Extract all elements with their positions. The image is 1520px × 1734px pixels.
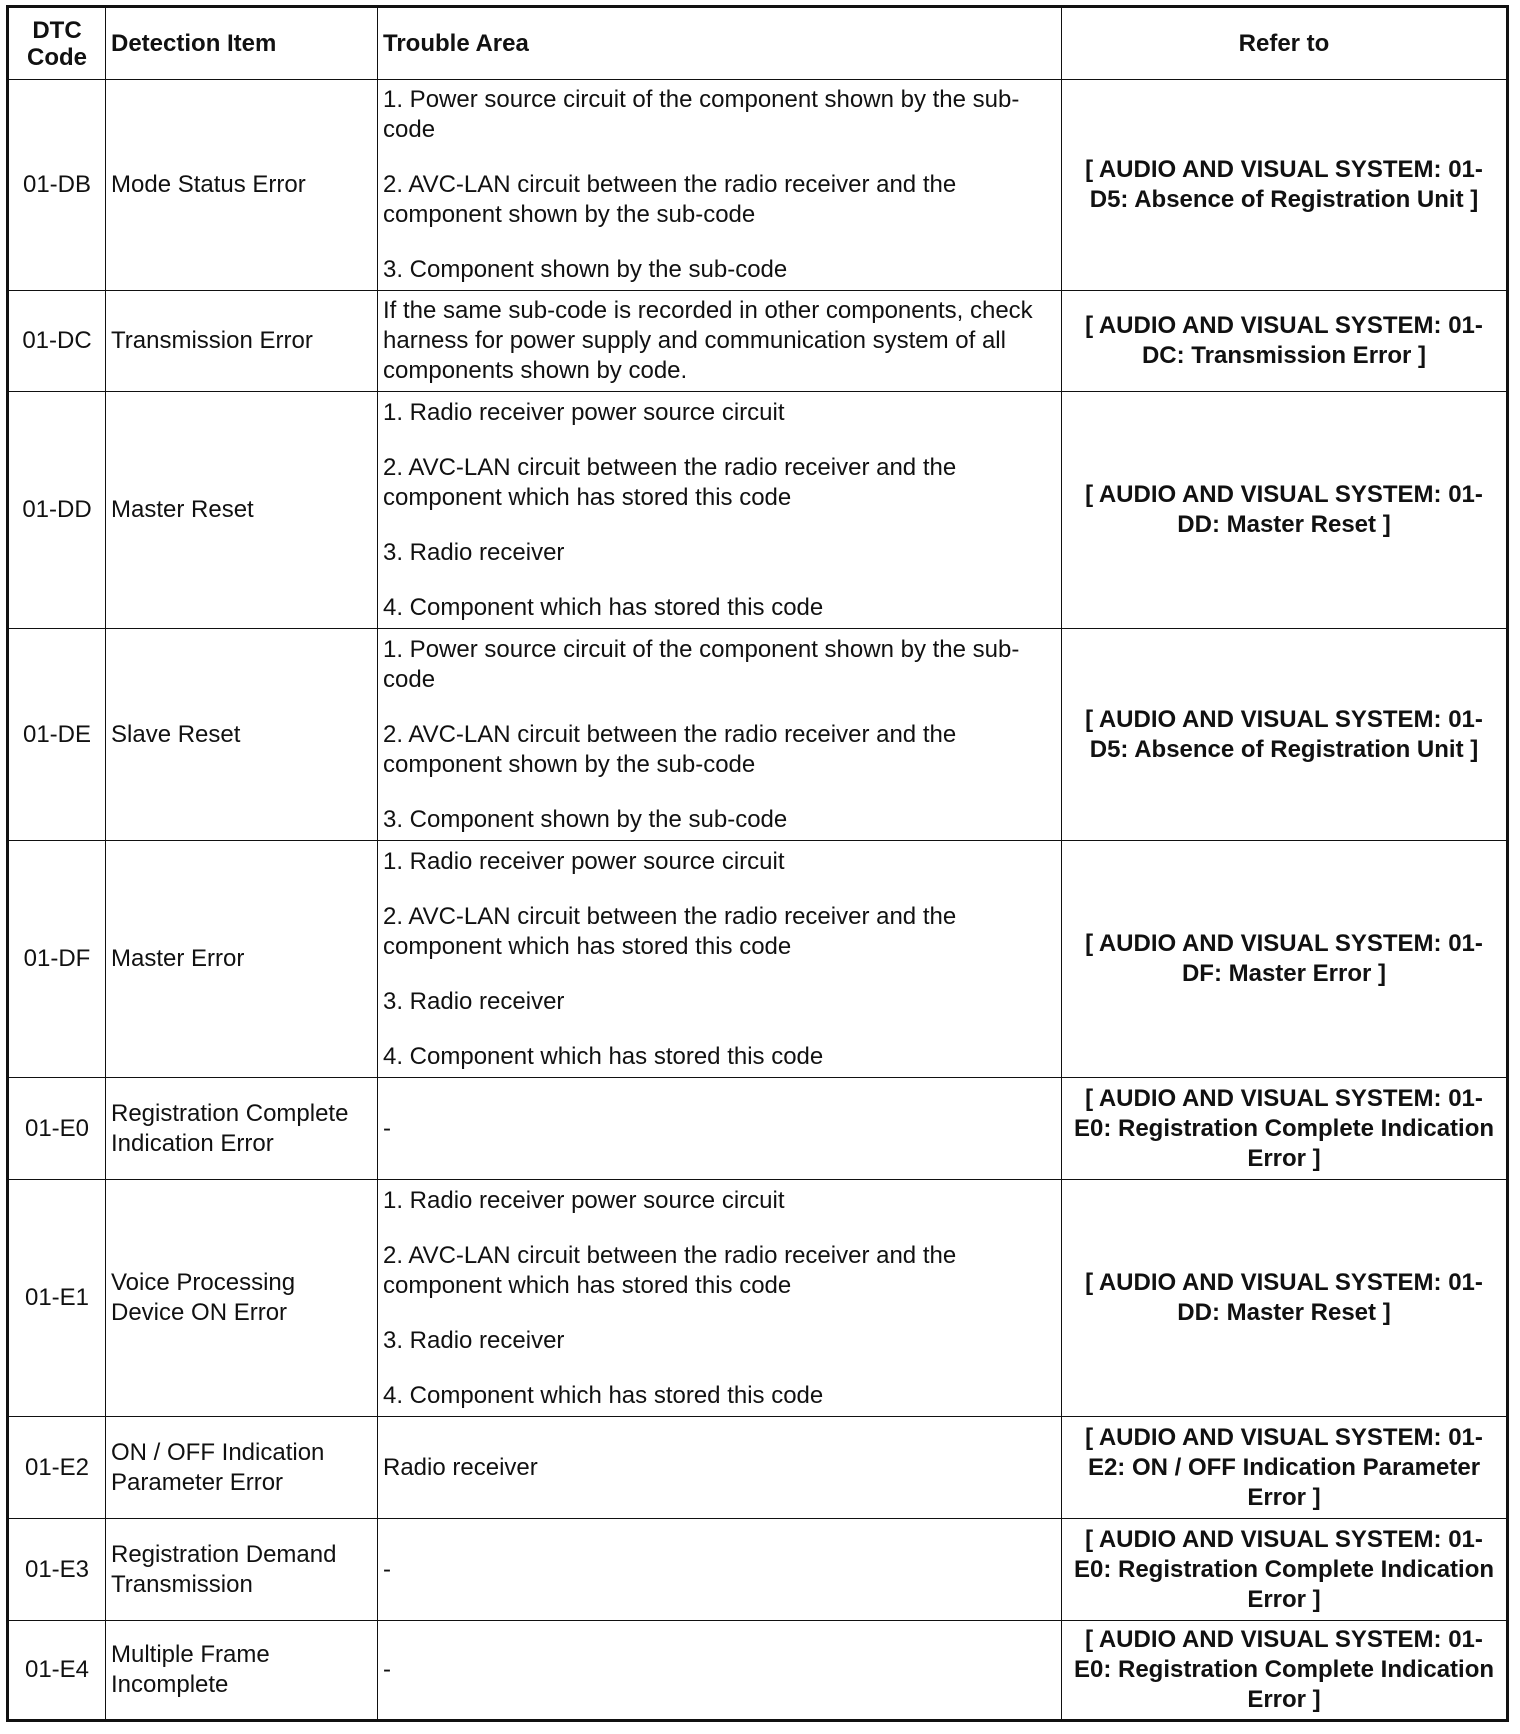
trouble-area-line: 4. Component which has stored this code bbox=[383, 1042, 824, 1070]
refer-to-link[interactable]: [ AUDIO AND VISUAL SYSTEM: 01-E0: Registration Complete Indication Error ] bbox=[1062, 1078, 1508, 1180]
refer-to-link[interactable]: [ AUDIO AND VISUAL SYSTEM: 01-E2: ON / OFF Indication Parameter Error ] bbox=[1062, 1417, 1508, 1519]
detection-item-cell: Registration Demand Transmission bbox=[106, 1519, 378, 1621]
dtc-code-cell: 01-DE bbox=[8, 629, 106, 841]
header-refer-to: Refer to bbox=[1062, 7, 1508, 80]
table-row bbox=[8, 291, 1508, 392]
trouble-area-line: 4. Component which has stored this code bbox=[383, 1381, 824, 1409]
dtc-code-cell: 01-E2 bbox=[8, 1417, 106, 1519]
dtc-code-cell: 01-E3 bbox=[8, 1519, 106, 1621]
refer-to-link[interactable]: [ AUDIO AND VISUAL SYSTEM: 01-DC: Transmission Error ] bbox=[1062, 291, 1508, 392]
trouble-area-cell bbox=[378, 1417, 1062, 1519]
trouble-area-cell bbox=[378, 841, 1062, 1078]
table-row bbox=[8, 841, 1508, 1078]
table-row bbox=[8, 392, 1508, 629]
table-row bbox=[8, 1519, 1508, 1621]
refer-to-link[interactable]: [ AUDIO AND VISUAL SYSTEM: 01-DD: Master Reset ] bbox=[1062, 392, 1508, 629]
trouble-area-line: 2. AVC-LAN circuit between the radio receiver and the component which has stored this code bbox=[383, 453, 957, 511]
trouble-area-line: 3. Radio receiver bbox=[383, 1326, 565, 1354]
trouble-area-line: - bbox=[383, 1555, 391, 1583]
detection-item-cell: Slave Reset bbox=[106, 629, 378, 841]
trouble-area-line: 3. Radio receiver bbox=[383, 987, 565, 1015]
dtc-code-cell: 01-E1 bbox=[8, 1180, 106, 1417]
detection-item-cell: Mode Status Error bbox=[106, 80, 378, 291]
dtc-code-cell: 01-DB bbox=[8, 80, 106, 291]
dtc-code-cell: 01-DF bbox=[8, 841, 106, 1078]
table-row bbox=[8, 80, 1508, 291]
dtc-table bbox=[6, 5, 1509, 1722]
trouble-area-line: 1. Radio receiver power source circuit bbox=[383, 1186, 785, 1214]
trouble-area-cell bbox=[378, 392, 1062, 629]
trouble-area-cell bbox=[378, 1519, 1062, 1621]
table-row bbox=[8, 1078, 1508, 1180]
header-trouble-area: Trouble Area bbox=[378, 7, 1062, 80]
trouble-area-line: 2. AVC-LAN circuit between the radio receiver and the component which has stored this code bbox=[383, 902, 957, 960]
refer-to-link[interactable]: [ AUDIO AND VISUAL SYSTEM: 01-D5: Absence of Registration Unit ] bbox=[1062, 80, 1508, 291]
trouble-area-line: 1. Radio receiver power source circuit bbox=[383, 847, 785, 875]
table-row bbox=[8, 1180, 1508, 1417]
trouble-area-line: - bbox=[383, 1114, 391, 1142]
trouble-area-cell bbox=[378, 291, 1062, 392]
detection-item-cell: Master Error bbox=[106, 841, 378, 1078]
refer-to-link[interactable]: [ AUDIO AND VISUAL SYSTEM: 01-DD: Master Reset ] bbox=[1062, 1180, 1508, 1417]
trouble-area-cell bbox=[378, 629, 1062, 841]
trouble-area-line: 2. AVC-LAN circuit between the radio receiver and the component which has stored this code bbox=[383, 1241, 957, 1299]
trouble-area-line: If the same sub-code is recorded in other components, check harness for power supply and communication system of all components shown by code. bbox=[383, 297, 1033, 384]
detection-item-cell: Registration Complete Indication Error bbox=[106, 1078, 378, 1180]
dtc-code-cell: 01-DD bbox=[8, 392, 106, 629]
dtc-code-cell: 01-E0 bbox=[8, 1078, 106, 1180]
table-row bbox=[8, 1621, 1508, 1721]
detection-item-cell: Master Reset bbox=[106, 392, 378, 629]
trouble-area-cell bbox=[378, 1621, 1062, 1721]
dtc-code-cell: 01-DC bbox=[8, 291, 106, 392]
refer-to-link[interactable]: [ AUDIO AND VISUAL SYSTEM: 01-DF: Master Error ] bbox=[1062, 841, 1508, 1078]
trouble-area-cell bbox=[378, 80, 1062, 291]
trouble-area-line: 1. Power source circuit of the component shown by the sub-code bbox=[383, 635, 1020, 693]
trouble-area-line: - bbox=[383, 1656, 391, 1683]
detection-item-cell: Voice Processing Device ON Error bbox=[106, 1180, 378, 1417]
table-header-row bbox=[8, 7, 1508, 80]
table-row bbox=[8, 629, 1508, 841]
trouble-area-line: 3. Radio receiver bbox=[383, 538, 565, 566]
detection-item-cell: Transmission Error bbox=[106, 291, 378, 392]
trouble-area-line: 2. AVC-LAN circuit between the radio receiver and the component shown by the sub-code bbox=[383, 720, 957, 778]
trouble-area-line: 3. Component shown by the sub-code bbox=[383, 805, 788, 833]
trouble-area-line: 1. Radio receiver power source circuit bbox=[383, 398, 785, 426]
detection-item-cell: Multiple Frame Incomplete bbox=[106, 1621, 378, 1721]
header-detection-item: Detection Item bbox=[106, 7, 378, 80]
refer-to-link[interactable]: [ AUDIO AND VISUAL SYSTEM: 01-E0: Registration Complete Indication Error ] bbox=[1062, 1621, 1508, 1721]
trouble-area-cell bbox=[378, 1180, 1062, 1417]
refer-to-link[interactable]: [ AUDIO AND VISUAL SYSTEM: 01-E0: Registration Complete Indication Error ] bbox=[1062, 1519, 1508, 1621]
table-row bbox=[8, 1417, 1508, 1519]
trouble-area-cell bbox=[378, 1078, 1062, 1180]
trouble-area-line: 1. Power source circuit of the component shown by the sub-code bbox=[383, 86, 1020, 143]
refer-to-link[interactable]: [ AUDIO AND VISUAL SYSTEM: 01-D5: Absence of Registration Unit ] bbox=[1062, 629, 1508, 841]
header-dtc-code: DTC Code bbox=[8, 7, 106, 80]
trouble-area-line: 3. Component shown by the sub-code bbox=[383, 256, 788, 283]
table-body bbox=[8, 80, 1508, 1721]
trouble-area-line: Radio receiver bbox=[383, 1453, 538, 1481]
trouble-area-line: 2. AVC-LAN circuit between the radio receiver and the component shown by the sub-code bbox=[383, 171, 957, 228]
trouble-area-line: 4. Component which has stored this code bbox=[383, 593, 824, 621]
detection-item-cell: ON / OFF Indication Parameter Error bbox=[106, 1417, 378, 1519]
dtc-code-cell: 01-E4 bbox=[8, 1621, 106, 1721]
